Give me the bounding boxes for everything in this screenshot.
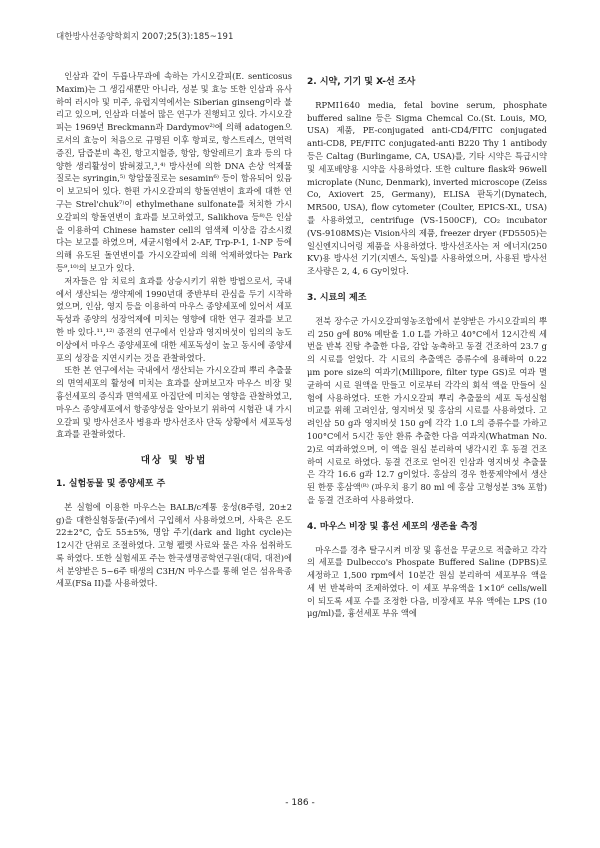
- intro-paragraph-2: 저자들은 암 치료의 효과를 상승시키기 위한 방법으로서, 국내에서 생산되는 생약제에 1990년대 중반부터 관심을 두기 시작하였으며, 인삼, 영지 등을 이용하여 마우스 종양세포에 있어서 세포 독성과 종양의 성장억제에 미치는 영향에 대한 연구 결과를 보고한 바 있다.¹¹,¹²⁾ 종전의 연구에서 인삼과 영지버섯이 임의의 농도 이상에서 마우스 종양세포에 대한 세포독성이 높고 동시에 종양세포의 성장을 지연시키는 것을 관찰하였다.: [56, 275, 292, 363]
- running-header: 대한방사선종양학회지 2007;25(3):185~191: [56, 32, 234, 42]
- section-2-title: 2. 시약, 기기 및 X-선 조사: [307, 77, 416, 87]
- page-number: - 186 -: [285, 798, 315, 808]
- methods-heading: 대상 및 방법: [140, 455, 208, 467]
- section-3-title: 3. 시료의 제조: [307, 292, 367, 303]
- section-1-title: 1. 실험동물 및 종양세포 주: [56, 478, 166, 489]
- section-4-body: 마우스를 경추 탈구시켜 비장 및 흉선을 무균으로 적출하고 각각의 세포를 Dulbecco's Phospate Buffered Saline (DPBS)로 세정하고 1,500 rpm에서 10분간 원심 분리하여 세포부유 액을 세 번 반복하여 조제하였다. 이 세포 부유액을 1×10⁶ cells/well이 되도록 세포 수를 조정한 다음, 비장세포 부유 액에는 LPS (10 μg/ml)를, 흉선세포 부유 액에: [307, 544, 547, 619]
- section-2-body: RPMI1640 media, fetal bovine serum, phosphate buffered saline 등은 Sigma Chemcal Co.(St. Louis, MO, USA) 제품, PE-conjugated anti-CD4/FITC conjugated anti-CD8, PE/FITC conjugated-anti B220 Thy 1 antibody 등은 Caltag (Burlingame, CA, USA)를, 기타 시약은 특급시약 및 세포배양용 시약을 사용하였다. 또한 culture flask와 96well microplate (Nunc, Denmark), inverted microscope (Zeiss Co, Axiovert 25, Germany), ELISA 판독기(Dynatech, MR500, USA), flow cytometer (Coulter, EPICS-XL, USA)를 사용하였고, centrifuge (VS-1500CF), CO₂ incubator (VS-9108MS)는 Vision사의 제품, freezer dryer (FD5505)는 일신엔지니어링 제품을 사용하였다. 방사선조사는 저 에너지(250 KV)용 방사선 기기(지멘스, 독일)를 사용하였으며, 사용된 방사선 조사량은 2, 4, 6 Gy이었다.: [307, 99, 547, 277]
- section-1-body: 본 실험에 이용한 마우스는 BALB/c계통 웅성(8주령, 20±2 g)을 대한실험동물(주)에서 구입해서 사용하였으며, 사육은 온도 22±2°C, 습도 55±5%, 명암 주기(dark and light cycle)는 12시간 단위로 조절하였다. 고형 펠렛 사료와 물은 자유 섭취하도록 하였다. 또한 실험세포 주는 한국생명공학연구원(대덕, 대전)에서 분양받은 5~6주 태생의 C3H/N 마우스를 통해 얻은 섬유육종 세포(FSa II)를 사용하였다.: [56, 501, 292, 589]
- intro-paragraph-1: 인삼과 같이 두릅나무과에 속하는 가시오갈피(E. senticosus Maxim)는 그 생김새뿐만 아니라, 성분 및 효능 또한 인삼과 유사하여 러시아 및 미주, 유럽지역에서는 Siberian ginseng이라 불리고 있으며, 인삼과 더불어 많은 연구가 진행되고 있다. 가시오갈피는 1969년 Breckmann과 Dardymov²⁾에 의해 adatogen으로서의 효능이 처음으로 규명된 이후 항피로, 항스트레스, 면역력 증진, 담즙분비 촉진, 항고지혈증, 항암, 항알레르기 효과 등의 다양한 생리활성이 밝혀졌고,³,⁴⁾ 방사선에 의한 DNA 손상 억제물질로는 syringin,⁵⁾ 항암물질로는 sesamin⁶⁾ 등이 함유되어 있음이 보고되어 있다. 한편 가시오갈피의 항돌연변이 효과에 대한 연구는 Strel'chuk⁷⁾이 ethylmethane sulfonate를 처치한 가시오갈피의 항돌연변이 효과를 보고하였고, Salikhova 등⁸⁾은 인삼을 이용하여 Chinese hamster cell의 염색체 이상을 감소시켰다는 보고를 하였으며, 세균시험에서 2-AF, Trp-P-1, 1-NP 등에 의해 유도된 돌연변이를 가시오갈피에 의해 억제하였다는 Park 등⁹,¹⁰⁾의 보고가 있다.: [56, 71, 292, 273]
- left-column: [56, 70, 292, 590]
- right-column: [307, 70, 547, 620]
- section-4-title: 4. 마우스 비장 및 흉선 세포의 생존율 측정: [307, 521, 478, 532]
- section-3-body: 전북 장수군 가시오갈피영농조합에서 분양받은 가시오갈피의 뿌리 250 g에 80% 메탄올 1.0 L를 가하고 40°C에서 12시간씩 세 번을 반복 진탕 추출한 다음, 감압 농축하고 동결 건조하여 23.7 g의 시료를 얻었다. 각 시료의 추출액은 증류수에 용해하여 0.22 μm pore size의 여과기(Millipore, filter type GS)로 여과 멸균하여 시료 원액을 만들고 이로부터 각각의 회석 액을 만들어 실험에 사용하였다. 또한 가시오갈피 뿌리 추출물의 세포 독성실험 비교를 위해 고려인삼, 영지버섯 및 홍삼의 시료를 사용하였다. 고려인삼 50 g과 영지버섯 150 g에 각각 1.0 L의 증류수를 가하고 100°C에서 5시간 동안 환류 추출한 다음 여과지(Whatman No. 2)로 여과하였으며, 이 액을 원심 분리하여 냉각시킨 후 동결 건조하여 시료로 하였다. 동결 건조로 얻어진 인삼과 영지버섯 추출물은 각각 16.6 g과 12.7 g이었다. 홍삼의 경우 한풍제약에서 생산된 한풍 홍삼액⁽ᴿ⁾ (파우치 용기 80 ml 에 홍삼 고형성분 3% 포함)을 동결 건조하여 사용하였다.: [307, 315, 547, 505]
- intro-paragraph-3: 또한 본 연구에서는 국내에서 생산되는 가시오갈피 뿌리 추출물의 면역세포의 활성에 미치는 효과를 살펴보고자 마우스 비장 및 흉선세포의 증식과 면역세포 아집단에 미치는 영향을 관찰하였고, 마우스 종양세포에서 항종양성을 알아보기 위하여 시험관 내 가시오갈피 및 방사선조사 병용과 방사선조사 단독 상황에서 세포독성효과를 관찰하였다.: [56, 365, 292, 440]
